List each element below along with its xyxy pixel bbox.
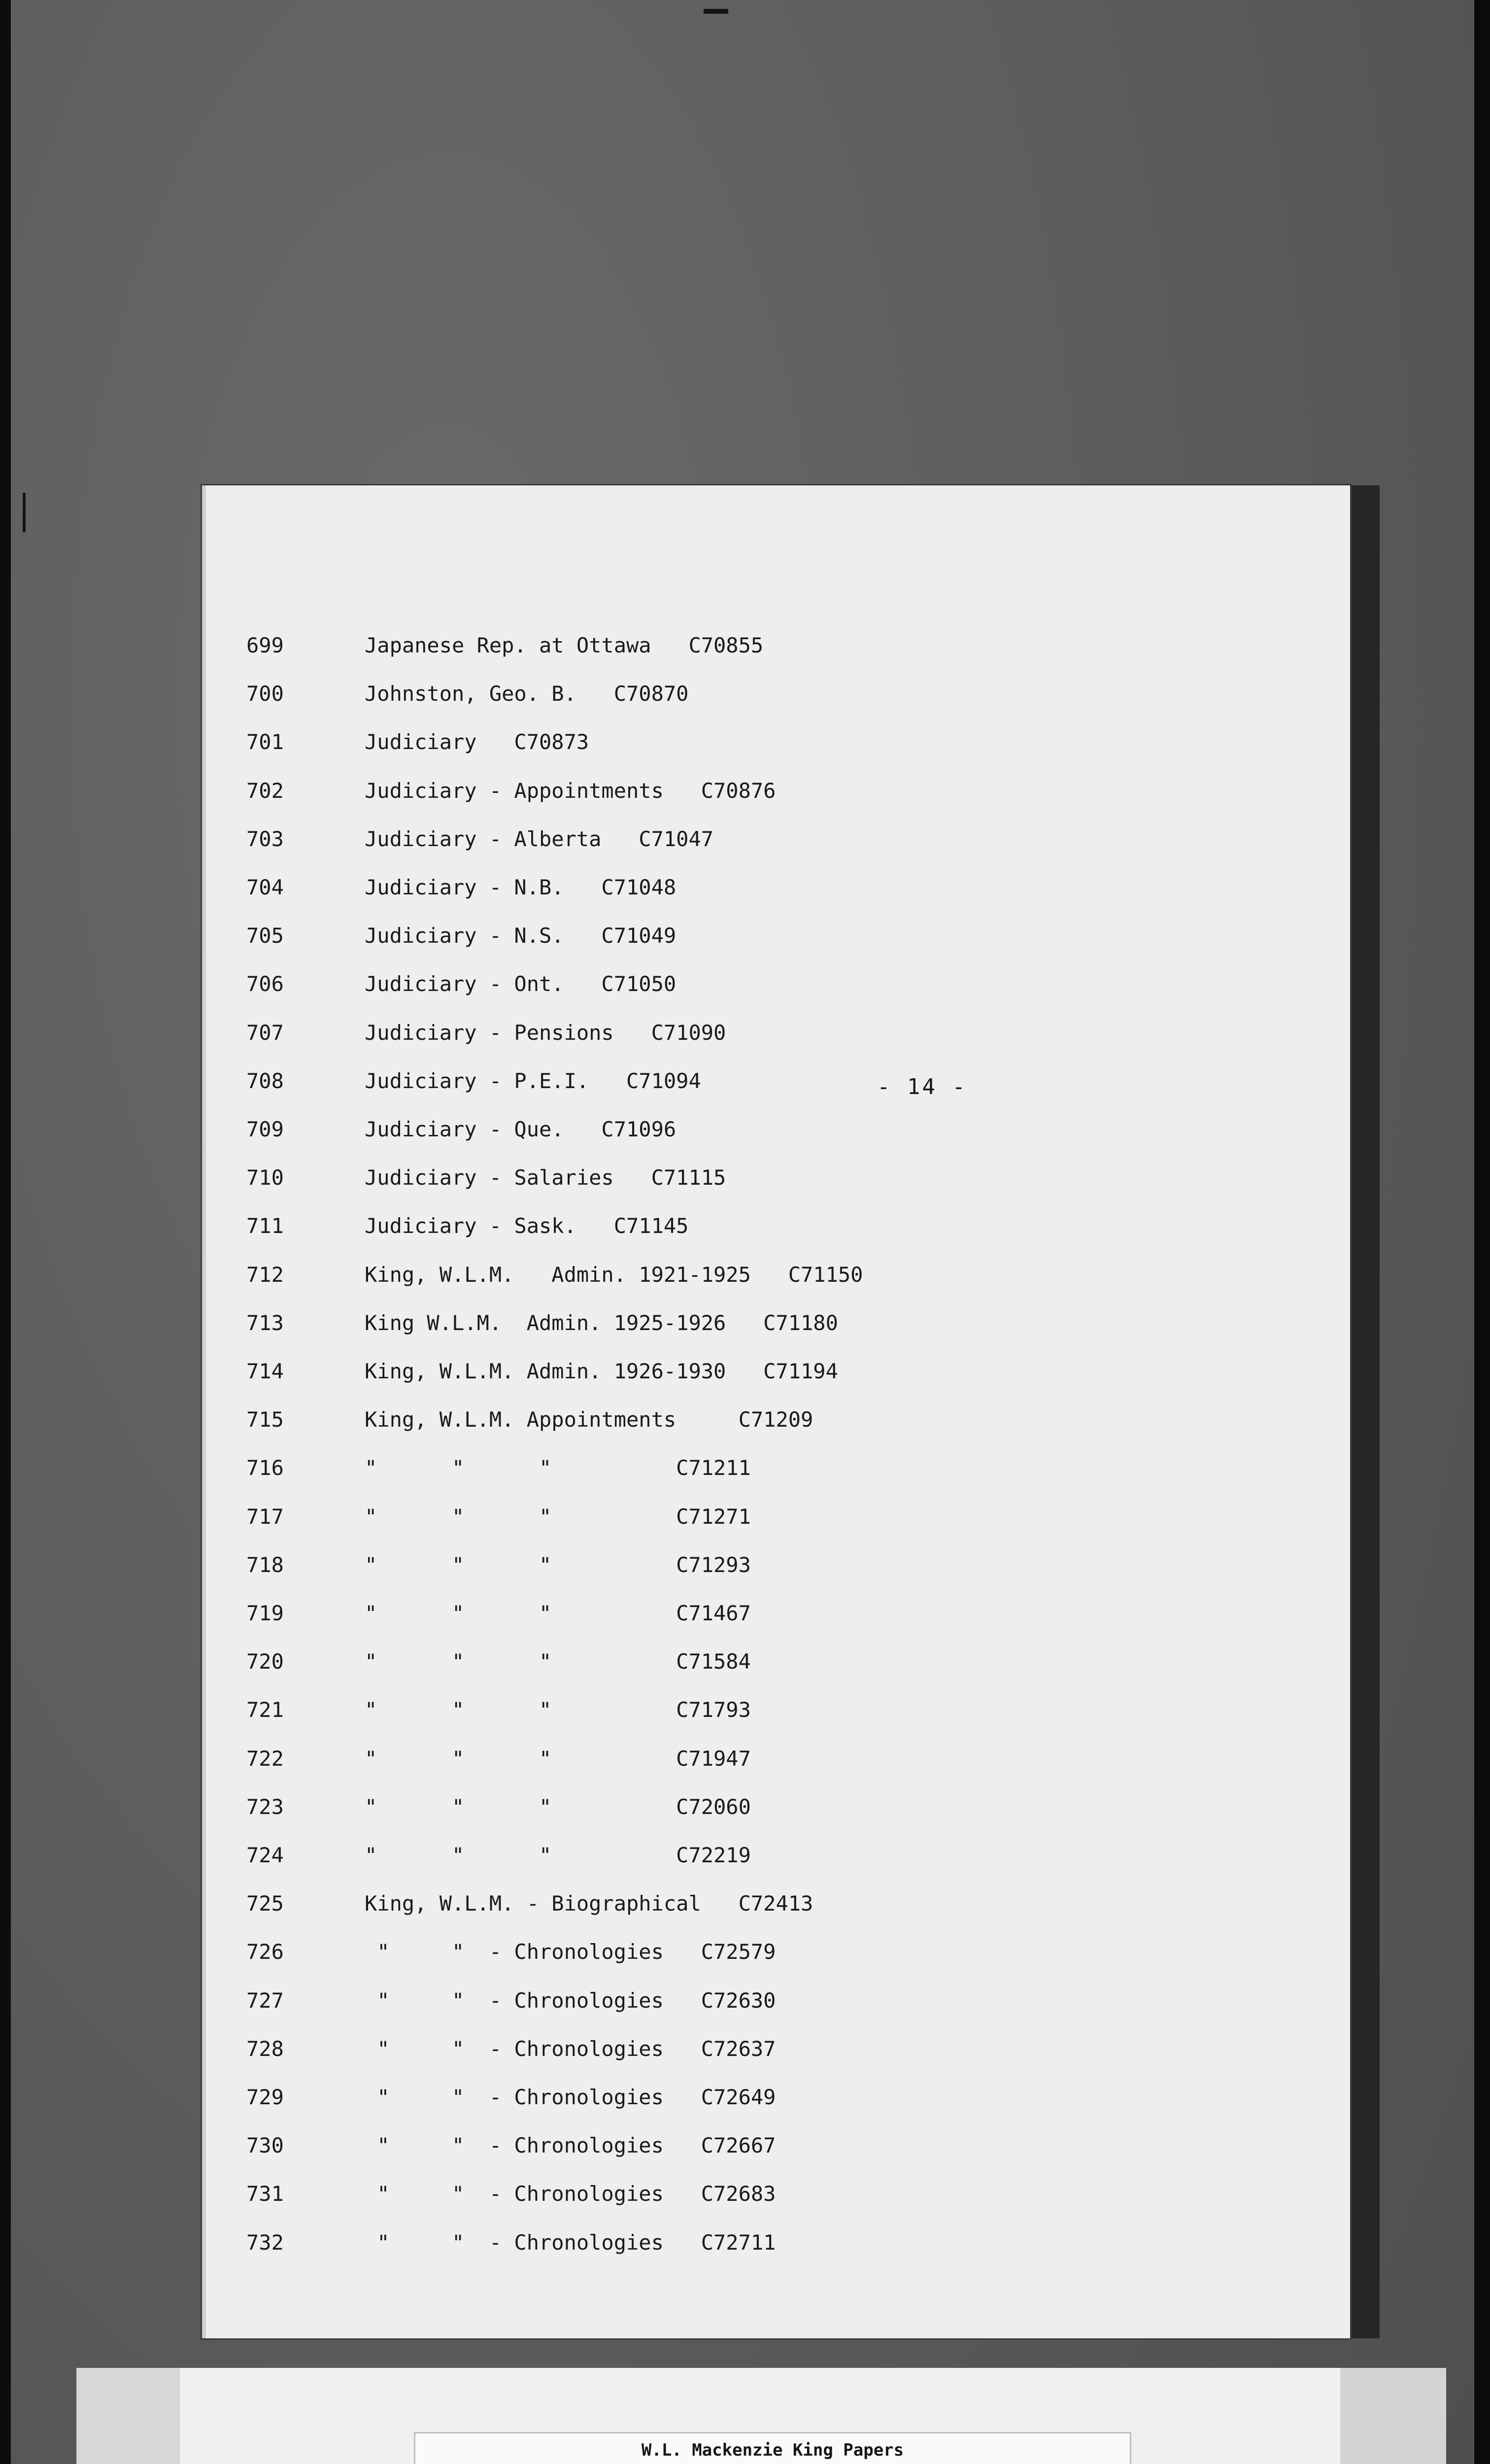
entry-number: 731 xyxy=(246,2182,284,2206)
entry-number: 713 xyxy=(246,1310,284,1335)
entry-description: Judiciary - P.E.I. C71094 xyxy=(365,1068,701,1093)
entry-number: 715 xyxy=(246,1407,284,1432)
entry-number: 716 xyxy=(246,1456,284,1480)
entry-number: 719 xyxy=(246,1601,284,1625)
label-frame-right xyxy=(1340,2368,1446,2464)
entry-number: 721 xyxy=(246,1698,284,1722)
entry-description: " " - Chronologies C72630 xyxy=(365,1988,776,2013)
index-entry xyxy=(202,1359,1350,1389)
entry-number: 704 xyxy=(246,875,284,899)
entry-description: " " - Chronologies C72637 xyxy=(365,2036,776,2061)
entry-description: Judiciary - Ont. C71050 xyxy=(365,972,677,996)
entry-description: " " - Chronologies C72649 xyxy=(365,2085,776,2109)
entry-description: Judiciary - N.B. C71048 xyxy=(365,875,677,899)
entry-description: Judiciary - Pensions C71090 xyxy=(365,1020,726,1045)
entry-description: " " - Chronologies C72667 xyxy=(365,2133,776,2158)
index-entry xyxy=(202,1746,1350,1776)
index-entry xyxy=(202,1165,1350,1195)
entry-description: Judiciary - Salaries C71115 xyxy=(365,1165,726,1190)
entry-description: " " - Chronologies C72711 xyxy=(365,2230,776,2255)
entry-description: " " " C71211 xyxy=(365,1456,751,1480)
index-entry xyxy=(202,1407,1350,1437)
film-edge-right xyxy=(1474,0,1490,2464)
entry-description: Judiciary - Que. C71096 xyxy=(365,1117,677,1141)
index-entry xyxy=(202,972,1350,1001)
label-frame-left xyxy=(76,2368,180,2464)
entry-description: King, W.L.M. Appointments C71209 xyxy=(365,1407,813,1432)
entry-description: " " - Chronologies C72683 xyxy=(365,2182,776,2206)
entry-description: Judiciary - Appointments C70876 xyxy=(365,778,776,803)
film-edge-left xyxy=(0,0,11,2464)
index-entry xyxy=(202,1940,1350,1969)
index-entry xyxy=(202,1505,1350,1534)
entry-description: " " " C72060 xyxy=(365,1794,751,1819)
entry-description: " " " C72219 xyxy=(365,1843,751,1867)
entry-number: 723 xyxy=(246,1794,284,1819)
entry-number: 722 xyxy=(246,1746,284,1771)
index-entry xyxy=(202,1891,1350,1921)
index-entry xyxy=(202,2037,1350,2066)
entry-number: 703 xyxy=(246,826,284,851)
entry-number: 720 xyxy=(246,1649,284,1674)
film-mark-left xyxy=(23,493,26,532)
entry-description: King W.L.M. Admin. 1925-1926 C71180 xyxy=(365,1310,838,1335)
entry-number: 710 xyxy=(246,1165,284,1190)
entry-description: " " - Chronologies C72579 xyxy=(365,1940,776,1964)
entry-number: 707 xyxy=(246,1020,284,1045)
index-entry xyxy=(202,1021,1350,1050)
entry-number: 714 xyxy=(246,1359,284,1383)
entry-description: King, W.L.M. Admin. 1921-1925 C71150 xyxy=(365,1262,863,1287)
entry-description: Judiciary - N.S. C71049 xyxy=(365,924,677,948)
index-entry xyxy=(202,2085,1350,2115)
entry-number: 709 xyxy=(246,1117,284,1141)
index-entry xyxy=(202,682,1350,711)
entry-description: " " " C71271 xyxy=(365,1504,751,1529)
entry-number: 718 xyxy=(246,1552,284,1577)
entry-number: 701 xyxy=(246,730,284,754)
entry-number: 702 xyxy=(246,778,284,803)
entry-number: 726 xyxy=(246,1940,284,1964)
entry-description: Johnston, Geo. B. C70870 xyxy=(365,682,689,706)
collection-label xyxy=(414,2432,1131,2464)
index-entry xyxy=(202,2182,1350,2211)
entry-number: 732 xyxy=(246,2230,284,2255)
index-entry xyxy=(202,1069,1350,1098)
index-entry xyxy=(202,633,1350,663)
paper-shadow xyxy=(1350,485,1380,2338)
entry-description: " " " C71793 xyxy=(365,1698,751,1722)
document-page xyxy=(202,485,1350,2338)
index-entry xyxy=(202,730,1350,759)
entry-description: " " " C71467 xyxy=(365,1601,751,1625)
entry-number: 730 xyxy=(246,2133,284,2158)
entry-number: 700 xyxy=(246,682,284,706)
entry-number: 724 xyxy=(246,1843,284,1867)
page-number: - 14 - xyxy=(877,1074,967,1099)
entry-number: 727 xyxy=(246,1988,284,2013)
entry-description: Judiciary - Sask. C71145 xyxy=(365,1214,689,1238)
entry-number: 725 xyxy=(246,1891,284,1916)
index-entry xyxy=(202,1214,1350,1243)
entry-number: 706 xyxy=(246,972,284,996)
entry-number: 728 xyxy=(246,2036,284,2061)
entry-number: 705 xyxy=(246,924,284,948)
index-entry xyxy=(202,1601,1350,1631)
index-entry xyxy=(202,875,1350,905)
collection-title: W.L. Mackenzie King Papers xyxy=(641,2440,904,2460)
index-entry xyxy=(202,1649,1350,1679)
index-entry xyxy=(202,1456,1350,1485)
index-entry xyxy=(202,1311,1350,1340)
index-entry xyxy=(202,1698,1350,1727)
index-entry xyxy=(202,924,1350,953)
index-entry xyxy=(202,1263,1350,1292)
entry-number: 711 xyxy=(246,1214,284,1238)
film-mark-top xyxy=(704,9,728,14)
index-entry xyxy=(202,1117,1350,1147)
index-entry xyxy=(202,1795,1350,1824)
index-entry xyxy=(202,1988,1350,2018)
index-entry xyxy=(202,779,1350,808)
index-entry xyxy=(202,827,1350,856)
index-entry xyxy=(202,1843,1350,1873)
entry-description: " " " C71584 xyxy=(365,1649,751,1674)
entry-description: Judiciary - Alberta C71047 xyxy=(365,826,714,851)
index-entry xyxy=(202,2133,1350,2163)
entry-description: " " " C71293 xyxy=(365,1552,751,1577)
entry-number: 699 xyxy=(246,633,284,657)
index-entry xyxy=(202,1553,1350,1582)
entry-description: King, W.L.M. - Biographical C72413 xyxy=(365,1891,813,1916)
index-entry xyxy=(202,2230,1350,2260)
entry-number: 708 xyxy=(246,1068,284,1093)
entry-number: 717 xyxy=(246,1504,284,1529)
entry-description: Judiciary C70873 xyxy=(365,730,589,754)
entry-description: Japanese Rep. at Ottawa C70855 xyxy=(365,633,764,657)
entry-number: 712 xyxy=(246,1262,284,1287)
entry-description: King, W.L.M. Admin. 1926-1930 C71194 xyxy=(365,1359,838,1383)
entry-number: 729 xyxy=(246,2085,284,2109)
entry-description: " " " C71947 xyxy=(365,1746,751,1771)
